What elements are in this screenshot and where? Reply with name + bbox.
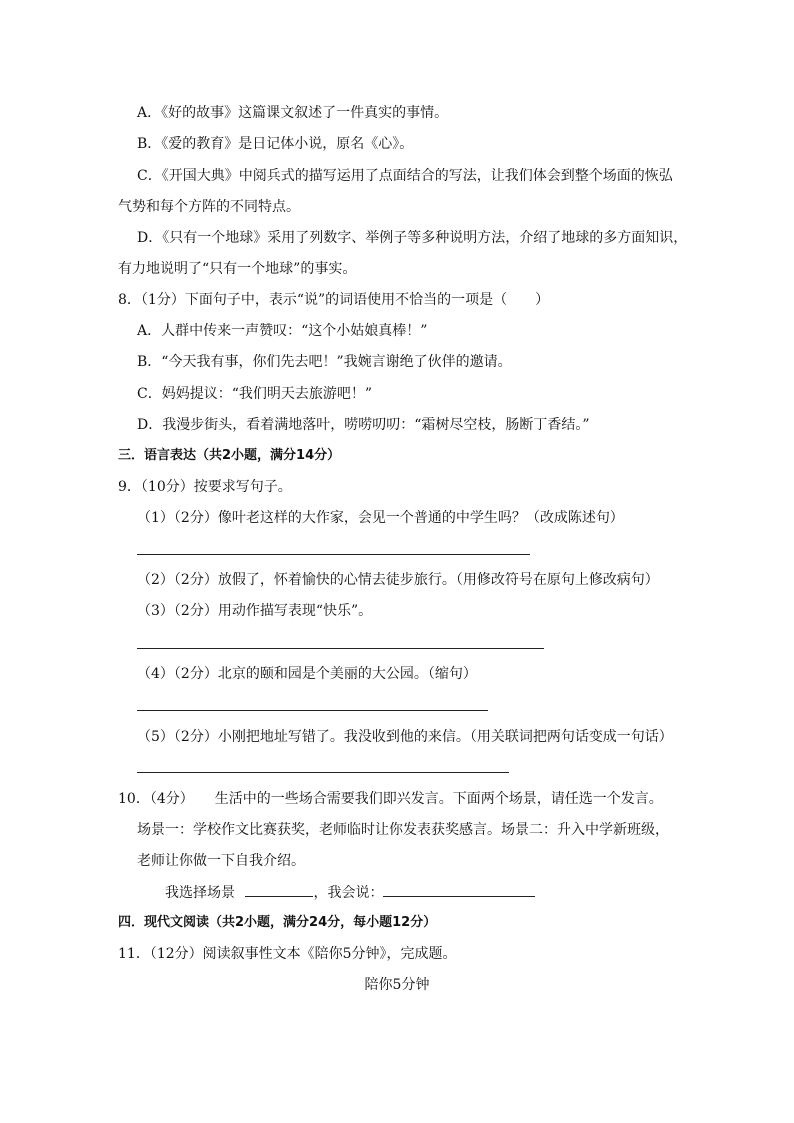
q11-passage-title: 陪你5分钟	[364, 977, 430, 993]
q10-speech-blank[interactable]	[383, 882, 535, 897]
q9-sub4: （4）（2分）北京的颐和园是个美丽的大公园。（缩句）	[137, 666, 477, 682]
q9-sub5: （5）（2分）小刚把地址写错了。我没收到他的来信。（用关联词把两句话变成一句话）	[137, 729, 673, 745]
q7-option-c-line1: C．《开国大典》中阅兵式的描写运用了点面结合的写法，让我们体会到整个场面的恢弘	[137, 168, 673, 184]
q10-scene-blank[interactable]	[245, 882, 313, 897]
q9-sub5-answer-line[interactable]	[137, 772, 509, 773]
q9-sub3: （3）（2分）用动作描写表现“快乐”。	[137, 603, 373, 619]
q8-option-a: A．人群中传来一声赞叹：“这个小姑娘真棒！”	[137, 323, 428, 339]
q7-option-d-line2: 有力地说明了“只有一个地球”的事实。	[118, 261, 357, 277]
q9-sub3-answer-line[interactable]	[137, 648, 544, 649]
q10-line2: 场景一：学校作文比赛获奖，老师临时让你发表获奖感言。场景二：升入中学新班级，	[137, 822, 669, 838]
q9-stem: 9．（10分）按要求写句子。	[118, 479, 292, 495]
q10-choose-mid: ，我会说：	[313, 885, 384, 901]
q9-sub4-answer-line[interactable]	[137, 710, 488, 711]
q11-stem: 11．（12分）阅读叙事性文本《陪你5分钟》，完成题。	[118, 946, 457, 962]
q8-option-d: D．我漫步街头，看着满地落叶，唠唠叨叨：“霜树尽空枝，肠断丁香结。”	[137, 417, 590, 433]
section4-heading: 四．现代文阅读（共2小题，满分24分，每小题12分）	[118, 915, 437, 930]
q9-sub2: （2）（2分）放假了，怀着愉快的心情去徒步旅行。（用修改符号在原句上修改病句）	[137, 572, 659, 588]
q9-sub1-answer-line[interactable]	[137, 554, 530, 555]
q10-choose-prefix: 我选择场景	[165, 885, 235, 901]
q10-stem: 10．（4分） 生活中的一些场合需要我们即兴发言。下面两个场景，请任选一个发言。	[118, 791, 663, 807]
q7-option-b: B．《爱的教育》是日记体小说，原名《心》。	[137, 136, 414, 152]
section3-heading: 三．语言表达（共2小题，满分14分）	[118, 448, 341, 463]
q8-option-b: B．“今天我有事，你们先去吧！”我婉言谢绝了伙伴的邀请。	[137, 354, 512, 370]
q8-option-c: C．妈妈提议：“我们明天去旅游吧！”	[137, 386, 373, 402]
q10-line3: 老师让你做一下自我介绍。	[137, 853, 305, 869]
q9-sub1: （1）（2分）像叶老这样的大作家，会见一个普通的中学生吗？（改成陈述句）	[137, 510, 624, 526]
q10-choose-line	[165, 882, 535, 903]
q7-option-d-line1: D．《只有一个地球》采用了列数字、举例子等多种说明方法，介绍了地球的多方面知识，	[137, 230, 688, 246]
q7-option-c-line2: 气势和每个方阵的不同特点。	[118, 199, 300, 215]
q8-stem: 8．（1分）下面句子中，表示“说”的词语使用不恰当的一项是（ ）	[118, 292, 550, 308]
q7-option-a: A．《好的故事》这篇课文叙述了一件真实的事情。	[137, 105, 449, 121]
